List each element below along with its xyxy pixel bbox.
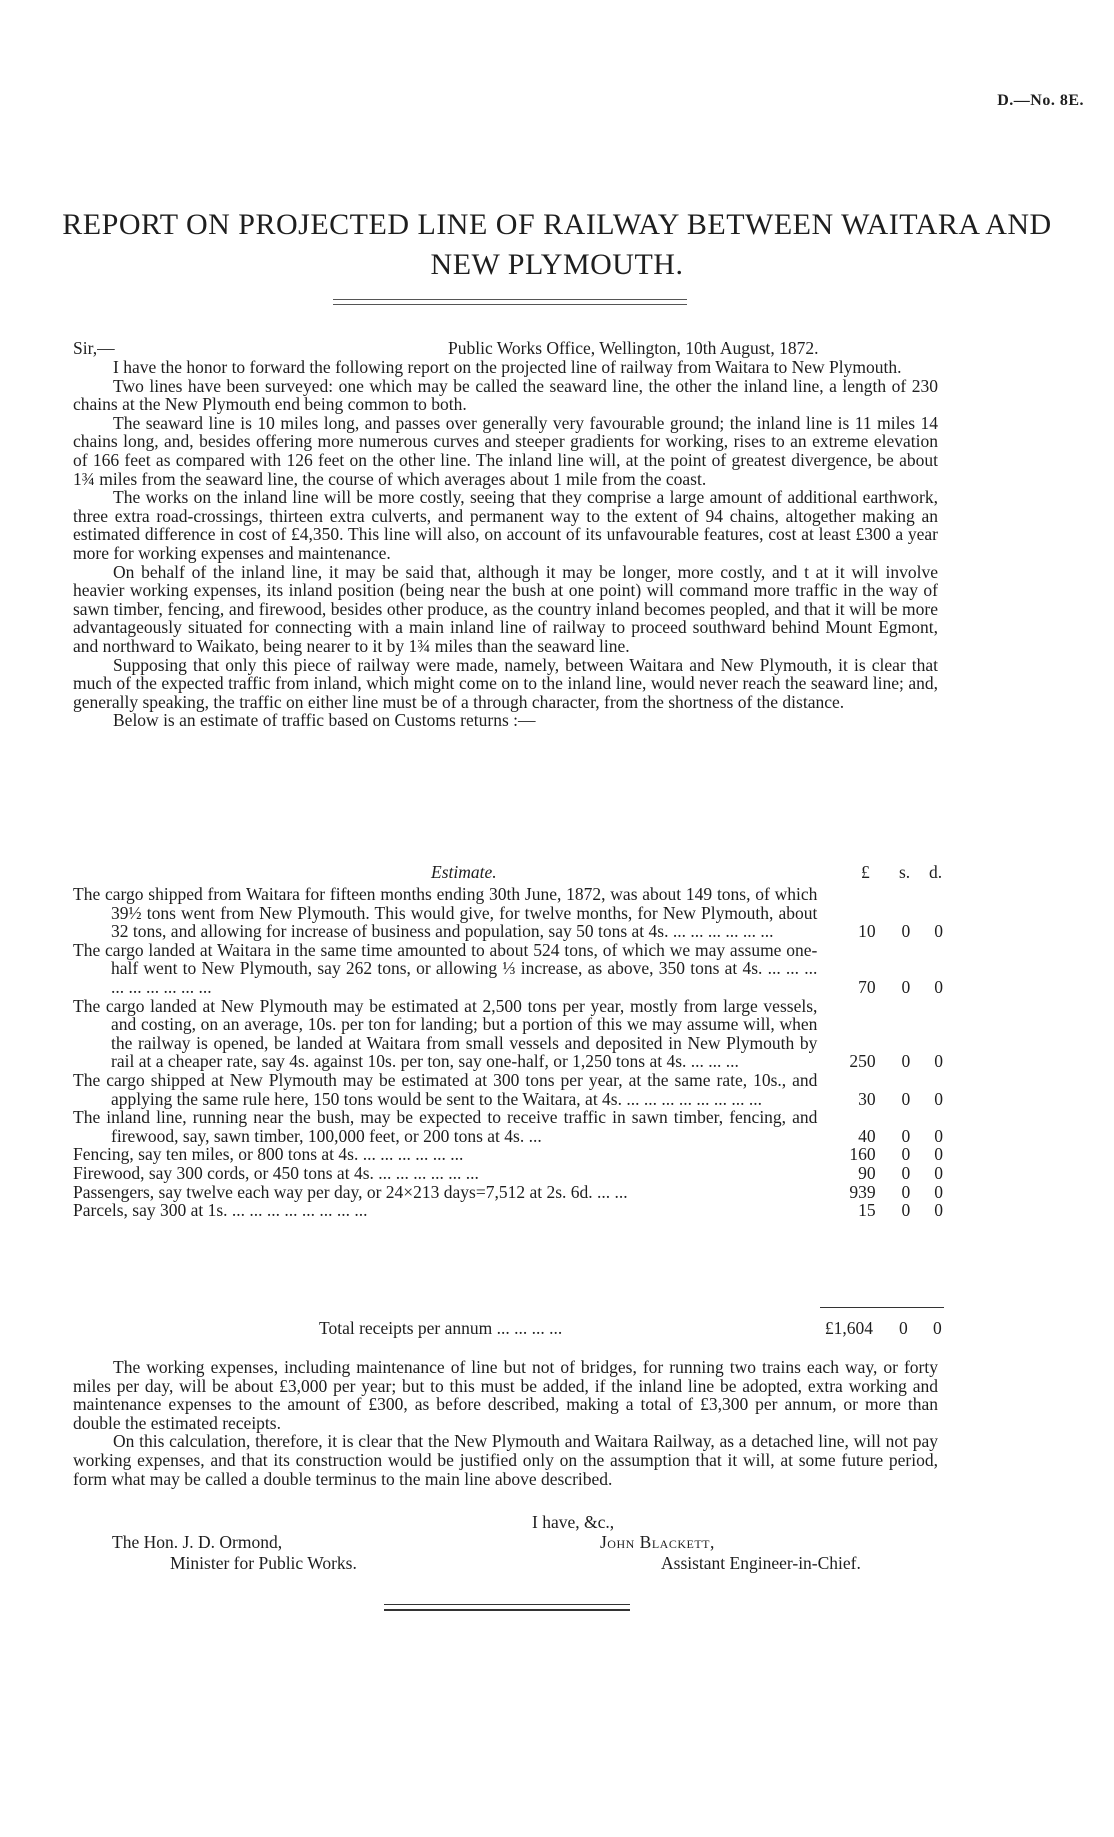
pounds-value: 939 xyxy=(849,1181,876,1202)
paragraph: I have the honor to forward the following report on the projected line of railway from Waitara to New Plymouth. xyxy=(113,357,902,377)
title-divider xyxy=(333,299,687,305)
shillings-value: 0 xyxy=(901,921,911,942)
estimate-table xyxy=(73,885,943,1220)
estimate-row xyxy=(73,885,943,941)
estimate-item: The inland line, running near the bush, may be expected to receive traffic in sawn timber, fencing, and firewood, say, sawn timber, 100,000 feet, or 200 tons at 4s. ... xyxy=(73,1107,818,1146)
total-rule xyxy=(820,1307,944,1308)
estimate-item: The cargo shipped from Waitara for fifteen months ending 30th June, 1872, was about 149 tons, of which 39½ tons went from New Plymouth. This would give, for twelve months, for New Plymouth, about 32 tons, and allowing for increase of business and population, say 50 tons at 4s. ... ... ... ... ... ... xyxy=(73,884,818,942)
pounds-value: 250 xyxy=(849,1051,876,1072)
pounds-header: £ xyxy=(861,862,870,882)
shillings-value: 0 xyxy=(901,976,911,997)
paragraph: Below is an estimate of traffic based on Customs returns :— xyxy=(113,710,536,731)
pence-value: 0 xyxy=(934,976,943,997)
closing-text xyxy=(73,1358,938,1488)
pence-header: d. xyxy=(929,862,943,882)
estimate-row xyxy=(73,1145,943,1164)
paragraph: The seaward line is 10 miles long, and passes over generally very favourable ground; the inland line is 11 miles 14 chains long, and, besides offering more numerous curves and steeper gradients for working, rises to an extreme elevation of 166 feet as compared with 126 feet on the other line. The inland line will, at the point of greatest divergence, be about 1¾ miles from the seaward line, the course of which averages about 1 mile from the coast. xyxy=(73,412,938,489)
estimate-item: Firewood, say 300 cords, or 450 tons at 4s. ... ... ... ... ... ... xyxy=(73,1162,479,1183)
estimate-item: Parcels, say 300 at 1s. ... ... ... ... ... ... ... ... xyxy=(73,1200,368,1221)
total-label: Total receipts per annum ... ... ... ... xyxy=(319,1318,563,1338)
shillings-value: 0 xyxy=(901,1200,911,1221)
estimate-item: The cargo landed at New Plymouth may be estimated at 2,500 tons per year, mostly from large vessels, and costing, on an average, 10s. per ton for landing; but a portion of this we may assume will, when the railway is opened, be landed at Waitara from small vessels and deposited in New Plymouth by rail at a cheaper rate, say 4s. against 10s. per ton, say one-half, or 1,250 tons at 4s. ... ... ... xyxy=(73,995,818,1072)
paragraph: On behalf of the inland line, it may be said that, although it may be longer, more costly, and t at it will involve heavier working expenses, its inland position (being near the bush at one point) will command more traffic in the way of sawn timber, fencing, and firewood, besides other produce, as the country inland becomes peopled, and that it will be more advantageously situated for connecting with a main inland line of railway to proceed southward behind Mount Egmont, and northward to Waikato, being nearer to it by 1¾ miles than the seaward line. xyxy=(73,561,938,656)
total-pence: 0 xyxy=(933,1318,942,1338)
paragraph: On this calculation, therefore, it is clear that the New Plymouth and Waitara Railway, as a detached line, will not pay working expenses, and that its construction would be justified only on the assumption that it will, at some future period, form what may be called a double terminus to the main line above described. xyxy=(73,1431,938,1489)
estimate-row xyxy=(73,1201,943,1220)
pounds-value: 90 xyxy=(858,1162,876,1183)
paragraph: Two lines have been surveyed: one which may be called the seaward line, the other the inland line, a length of 230 chains at the New Plymouth end being common to both. xyxy=(73,375,938,415)
estimate-heading: Estimate. xyxy=(431,862,497,882)
estimate-item: The cargo shipped at New Plymouth may be estimated at 300 tons per year, at the same rate, 10s., and applying the same rule here, 150 tons would be sent to the Waitara, at 4s. ... ... ... ... ... ... ... ... xyxy=(73,1069,818,1109)
shillings-value: 0 xyxy=(901,1181,911,1202)
paragraph: The working expenses, including maintenance of line but not of bridges, for running two trains each way, or forty miles per day, will be about £3,000 per year; but to this must be added, if the inland line be adopted, extra working and maintenance expenses to the amount of £300, as before described, making a total of £3,300 per annum, or more than double the estimated receipts. xyxy=(73,1357,938,1433)
shillings-value: 0 xyxy=(901,1125,911,1146)
pounds-value: 10 xyxy=(858,921,876,942)
sender-name: John Blackett, xyxy=(600,1532,715,1552)
pounds-value: 70 xyxy=(858,976,876,997)
sender-title: Assistant Engineer-in-Chief. xyxy=(661,1553,861,1573)
paragraph: Supposing that only this piece of railway were made, namely, between Waitara and New Plymouth, it is clear that much of the expected traffic from inland, which might come on to the inland line, would never reach the seaward line; and, generally speaking, the traffic on either line must be of a through character, from the shortness of the distance. xyxy=(73,654,938,712)
estimate-row xyxy=(73,1183,943,1202)
closing-divider xyxy=(384,1604,630,1611)
pounds-value: 40 xyxy=(858,1125,876,1146)
estimate-item: The cargo landed at Waitara in the same time amounted to about 524 tons, of which we may assume one-half went to New Plymouth, say 262 tons, or allowing ⅓ increase, as above, 350 tons at 4s. ... ... ... ... ... ... ... ... ... xyxy=(73,939,818,997)
paragraph: The works on the inland line will be more costly, seeing that they comprise a large amount of additional earthwork, three extra road-crossings, thirteen extra culverts, and permanent way to the extent of 94 chains, altogether making an estimated difference in cost of £4,350. This line will also, on account of its unfavourable features, cost at least £300 a year more for working expenses and maintenance. xyxy=(73,487,938,563)
estimate-row xyxy=(73,997,943,1071)
letter-body xyxy=(73,358,938,730)
report-title: REPORT ON PROJECTED LINE OF RAILWAY BETWEEN WAITARA AND NEW PLYMOUTH. xyxy=(62,208,1052,281)
shillings-value: 0 xyxy=(901,1144,911,1165)
pounds-value: 15 xyxy=(858,1200,876,1221)
estimate-item: Fencing, say ten miles, or 800 tons at 4s. ... ... ... ... ... ... xyxy=(73,1144,464,1165)
estimate-row xyxy=(73,1108,943,1145)
shillings-header: s. xyxy=(899,862,911,882)
pence-value: 0 xyxy=(934,1162,943,1183)
pence-value: 0 xyxy=(934,1125,943,1146)
pence-value: 0 xyxy=(934,921,943,942)
estimate-item: Passengers, say twelve each way per day, or 24×213 days=7,512 at 2s. 6d. ... ... xyxy=(73,1181,628,1202)
pence-value: 0 xyxy=(934,1088,943,1109)
pence-value: 0 xyxy=(934,1181,943,1202)
document-reference: D.—No. 8E. xyxy=(997,92,1084,109)
addressee-title: Minister for Public Works. xyxy=(170,1553,357,1573)
dateline: Public Works Office, Wellington, 10th August, 1872. xyxy=(448,338,819,358)
estimate-row xyxy=(73,1071,943,1108)
pence-value: 0 xyxy=(934,1200,943,1221)
pence-value: 0 xyxy=(934,1051,943,1072)
shillings-value: 0 xyxy=(901,1162,911,1183)
sign-off: I have, &c., xyxy=(532,1512,615,1532)
salutation: Sir,— xyxy=(73,338,115,358)
total-shillings: 0 xyxy=(899,1318,908,1338)
total-pounds: £1,604 xyxy=(824,1318,873,1338)
addressee-name: The Hon. J. D. Ormond, xyxy=(112,1532,283,1552)
shillings-value: 0 xyxy=(901,1051,911,1072)
estimate-row xyxy=(73,1164,943,1183)
pounds-value: 160 xyxy=(849,1144,876,1165)
estimate-row xyxy=(73,941,943,997)
pence-value: 0 xyxy=(934,1144,943,1165)
pounds-value: 30 xyxy=(858,1088,876,1109)
shillings-value: 0 xyxy=(901,1088,911,1109)
